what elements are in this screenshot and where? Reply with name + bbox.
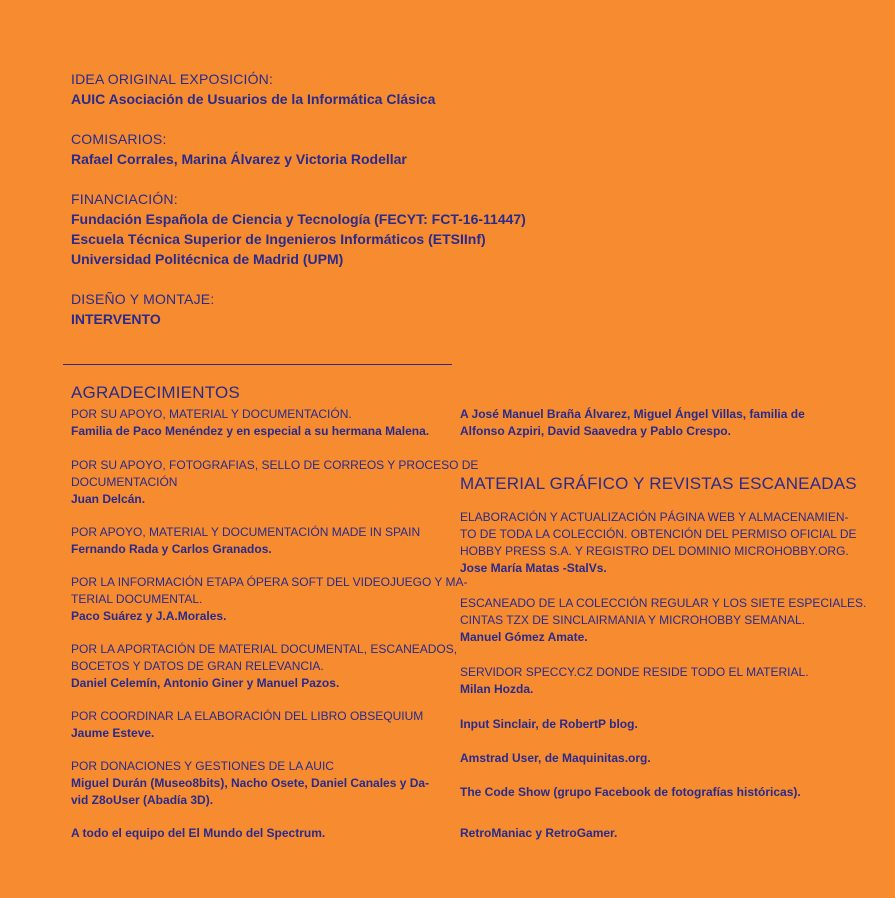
material-item bbox=[460, 664, 809, 698]
material-item bbox=[460, 595, 866, 646]
ack-item bbox=[71, 574, 468, 625]
credit-value: Rafael Corrales, Marina Álvarez y Victoria Rodellar bbox=[71, 151, 407, 167]
ack-names: Miguel Durán (Museo8bits), Nacho Osete, Daniel Canales y Da- bbox=[71, 776, 430, 790]
material-names: Milan Hozda. bbox=[460, 682, 534, 696]
credit-value: AUIC Asociación de Usuarios de la Informática Clásica bbox=[71, 91, 436, 107]
ack-item bbox=[71, 406, 429, 440]
ack-item bbox=[71, 758, 429, 809]
ack-names: A José Manuel Braña Álvarez, Miguel Ángel Villas, familia de bbox=[460, 407, 805, 421]
ack-names: Jaume Esteve. bbox=[71, 726, 155, 740]
ack-item bbox=[71, 708, 423, 742]
credit-value: INTERVENTO bbox=[71, 311, 161, 327]
material-names: The Code Show (grupo Facebook de fotografías históricas). bbox=[460, 785, 801, 799]
credit-label: COMISARIOS: bbox=[71, 131, 167, 147]
material-names: RetroManiac y RetroGamer. bbox=[460, 826, 618, 840]
ack-reason: POR LA INFORMACIÓN ETAPA ÓPERA SOFT DEL VIDEOJUEGO Y MA- bbox=[71, 575, 468, 589]
credit-comisarios bbox=[71, 129, 407, 169]
material-reason: SERVIDOR SPECCY.CZ DONDE RESIDE TODO EL MATERIAL. bbox=[460, 665, 809, 679]
ack-names: A todo el equipo del El Mundo del Spectrum. bbox=[71, 826, 326, 840]
material-reason: ELABORACIÓN Y ACTUALIZACIÓN PÁGINA WEB Y ALMACENAMIEN- bbox=[460, 510, 849, 524]
ack-names: Fernando Rada y Carlos Granados. bbox=[71, 542, 272, 556]
material-item bbox=[460, 716, 638, 733]
material-names: Amstrad User, de Maquinitas.org. bbox=[460, 751, 651, 765]
material-item bbox=[460, 784, 801, 801]
ack-names: Daniel Celemín, Antonio Giner y Manuel Pazos. bbox=[71, 676, 340, 690]
material-item bbox=[460, 750, 651, 767]
material-names: Jose María Matas -StalVs. bbox=[460, 561, 607, 575]
material-names: Manuel Gómez Amate. bbox=[460, 630, 588, 644]
material-reason: TO DE TODA LA COLECCIÓN. OBTENCIÓN DEL PERMISO OFICIAL DE bbox=[460, 527, 857, 541]
ack-names: Paco Suárez y J.A.Morales. bbox=[71, 609, 227, 623]
ack-reason: POR DONACIONES Y GESTIONES DE LA AUIC bbox=[71, 759, 334, 773]
ack-names: Juan Delcán. bbox=[71, 492, 146, 506]
credit-diseno bbox=[71, 289, 214, 329]
ack-item bbox=[71, 641, 457, 692]
ack-item bbox=[71, 457, 478, 508]
credit-value: Escuela Técnica Superior de Ingenieros Informáticos (ETSIInf) bbox=[71, 231, 486, 247]
material-item bbox=[460, 825, 617, 842]
ack-reason: POR SU APOYO, MATERIAL Y DOCUMENTACIÓN. bbox=[71, 407, 352, 421]
ack-reason: TERIAL DOCUMENTAL. bbox=[71, 592, 203, 606]
ack-right-top bbox=[460, 406, 805, 440]
material-names: Input Sinclair, de RobertP blog. bbox=[460, 717, 638, 731]
ack-reason: BOCETOS Y DATOS DE GRAN RELEVANCIA. bbox=[71, 659, 324, 673]
credit-label: FINANCIACIÓN: bbox=[71, 191, 178, 207]
section-divider bbox=[63, 364, 452, 365]
acknowledgements-title: AGRADECIMIENTOS bbox=[71, 383, 240, 402]
material-title: MATERIAL GRÁFICO Y REVISTAS ESCANEADAS bbox=[460, 474, 857, 493]
material-reason: HOBBY PRESS S.A. Y REGISTRO DEL DOMINIO MICROHOBBY.ORG. bbox=[460, 544, 849, 558]
ack-names: Familia de Paco Menéndez y en especial a su hermana Malena. bbox=[71, 424, 430, 438]
ack-item bbox=[71, 524, 420, 558]
ack-names: Alfonso Azpiri, David Saavedra y Pablo Crespo. bbox=[460, 424, 731, 438]
ack-reason: POR APOYO, MATERIAL Y DOCUMENTACIÓN MADE IN SPAIN bbox=[71, 525, 421, 539]
material-reason: ESCANEADO DE LA COLECCIÓN REGULAR Y LOS SIETE ESPECIALES. bbox=[460, 596, 867, 610]
credit-label: DISEÑO Y MONTAJE: bbox=[71, 291, 215, 307]
ack-reason: POR SU APOYO, FOTOGRAFIAS, SELLO DE CORREOS Y PROCESO DE bbox=[71, 458, 479, 472]
credit-idea bbox=[71, 69, 435, 109]
ack-item bbox=[71, 825, 325, 842]
ack-reason: POR COORDINAR LA ELABORACIÓN DEL LIBRO OBSEQUIUM bbox=[71, 709, 424, 723]
credit-label: IDEA ORIGINAL EXPOSICIÓN: bbox=[71, 71, 274, 87]
credit-financiacion bbox=[71, 189, 526, 269]
credit-value: Universidad Politécnica de Madrid (UPM) bbox=[71, 251, 344, 267]
credit-value: Fundación Española de Ciencia y Tecnología (FECYT: FCT-16-11447) bbox=[71, 211, 526, 227]
material-item bbox=[460, 509, 857, 577]
material-reason: CINTAS TZX DE SINCLAIRMANIA Y MICROHOBBY SEMANAL. bbox=[460, 613, 805, 627]
ack-reason: POR LA APORTACIÓN DE MATERIAL DOCUMENTAL, ESCANEADOS, bbox=[71, 642, 458, 656]
ack-names: vid Z8oUser (Abadía 3D). bbox=[71, 793, 214, 807]
ack-reason: DOCUMENTACIÓN bbox=[71, 475, 178, 489]
